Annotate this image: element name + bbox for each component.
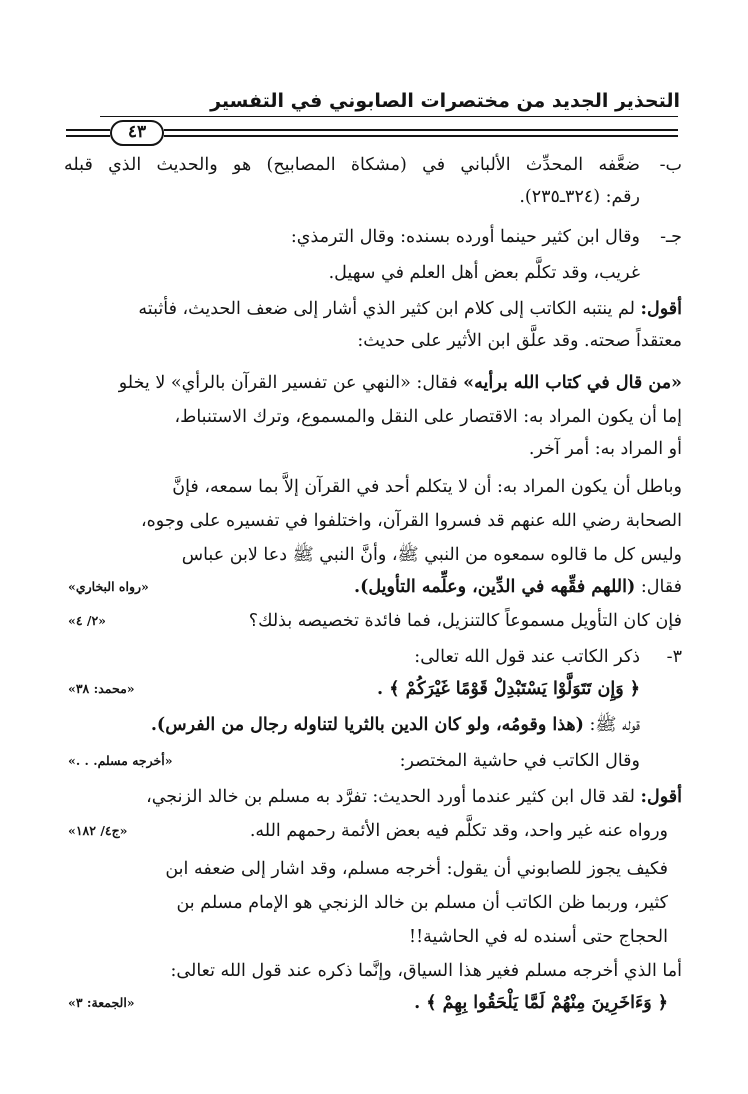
header-rule-top [100, 116, 678, 117]
text-line: وباطل أن يكون المراد به: أن لا يتكلم أحد في القرآن إلاَّ بما سمعه، فإنَّ [172, 477, 682, 497]
header-rule-left [66, 129, 110, 131]
text-line: أما الذي أخرجه مسلم فغير هذا السياق، وإنَّما ذكره عند قول الله تعالى: [170, 961, 682, 981]
text-line: ذكر الكاتب عند قول الله تعالى: [414, 647, 640, 667]
text-line-aqul-2 [64, 782, 682, 812]
hadith-text: فقال: «النهي عن تفسير القرآن بالرأي» لا يخلو [118, 373, 458, 393]
text-line: كثير، وربما ظن الكاتب أن مسلم بن خالد الزنجي هو الإمام مسلم بن [176, 893, 668, 913]
reference-muslim: «أخرجه مسلم. . .» [68, 753, 173, 768]
aqul-lead-2: أقول: [640, 787, 682, 807]
text-line: غريب، وقد تكلَّم بعض أهل العلم في سهيل. [328, 263, 640, 283]
text-line: رقم: (٣٢٤ـ٢٣٥). [519, 187, 640, 207]
running-header-title: التحذير الجديد من مختصرات الصابوني في التفسير [210, 90, 680, 112]
text-line: الصحابة رضي الله عنهم قد فسروا القرآن، واختلفوا في تفسيره على وجوه، [140, 511, 682, 531]
text-line-aqul [64, 294, 682, 324]
text-line: الحجاج حتى أسنده له في الحاشية!! [409, 927, 668, 947]
prayer-intro: فقال: [635, 577, 682, 597]
reference-bukhari: «رواه البخاري» [68, 579, 149, 594]
aqul-text: لم ينتبه الكاتب إلى كلام ابن كثير الذي أشار إلى ضعف الحديث، فأثبته [138, 299, 635, 319]
reference-jumuah: «الجمعة: ٣» [68, 995, 135, 1010]
aqul-lead: أقول: [640, 299, 682, 319]
item-marker-j: جـ- [660, 227, 682, 247]
text-line: معتقداً صحته. وقد علَّق ابن الأثير على حديث: [357, 331, 682, 351]
saying-quote: (هذا وقومُه، ولو كان الدين بالثريا لتناوله رجال من الفرس). [150, 715, 584, 735]
text-line: إما أن يكون المراد به: الاقتصار على النقل والمسموع، وترك الاستنباط، [174, 407, 682, 427]
text-line: ورواه عنه غير واحد، وقد تكلَّم فيه بعض الأئمة رحمهم الله. [249, 821, 668, 841]
reference-juz: «ج٤/ ١٨٢» [68, 823, 128, 838]
item-marker-3: ٣- [666, 647, 682, 667]
aqul-text-2: لقد قال ابن كثير عندما أورد الحديث: تفرَّد به مسلم بن خالد الزنجي، [146, 787, 635, 807]
saying-intro: قوله ﷺ: [583, 715, 640, 735]
text-line: وقال الكاتب في حاشية المختصر: [399, 751, 640, 771]
header-rule-left-2 [66, 135, 110, 137]
text-line: وقال ابن كثير حينما أورده بسنده: وقال الترمذي: [290, 227, 640, 247]
text-line-hadith [64, 368, 682, 398]
reference-muhammad: «محمد: ٣٨» [68, 681, 135, 696]
header-rule-right-2 [164, 135, 678, 137]
hadith-quote: «من قال في كتاب الله برأيه» [463, 373, 682, 393]
item-marker-b: ب- [659, 155, 682, 175]
text-line: أو المراد به: أمر آخر. [528, 439, 682, 459]
text-line: وليس كل ما قالوه سمعوه من النبي ﷺ، وأنَّ النبي ﷺ دعا لابن عباس [181, 545, 682, 565]
text-line-prayer [212, 572, 682, 602]
text-line: ضعَّفه المحدِّث الألباني في (مشكاة المصابيح) هو والحديث الذي قبله [64, 155, 640, 175]
text-line-saying [64, 710, 640, 740]
header-rule-right [164, 129, 678, 131]
text-line: فكيف يجوز للصابوني أن يقول: أخرجه مسلم، وقد اشار إلى ضعفه ابن [165, 859, 668, 879]
quran-verse: ﴿ وَإِن تَتَوَلَّوْا يَسْتَبْدِلْ قَوْمًا غَيْرَكُمْ ﴾ . [377, 679, 640, 699]
quran-verse-2: ﴿ وَءَاخَرِينَ مِنْهُمْ لَمَّا يَلْحَقُوا بِهِمْ ﴾ . [414, 993, 668, 1013]
reference-volume: «٢/ ٤» [68, 613, 106, 628]
prayer-quote: (اللهم فقِّهه في الدِّين، وعلِّمه التأويل). [354, 577, 636, 597]
page-number: ٤٣ [110, 120, 164, 146]
text-line: فإن كان التأويل مسموعاً كالتنزيل، فما فائدة تخصيصه بذلك؟ [248, 611, 682, 631]
